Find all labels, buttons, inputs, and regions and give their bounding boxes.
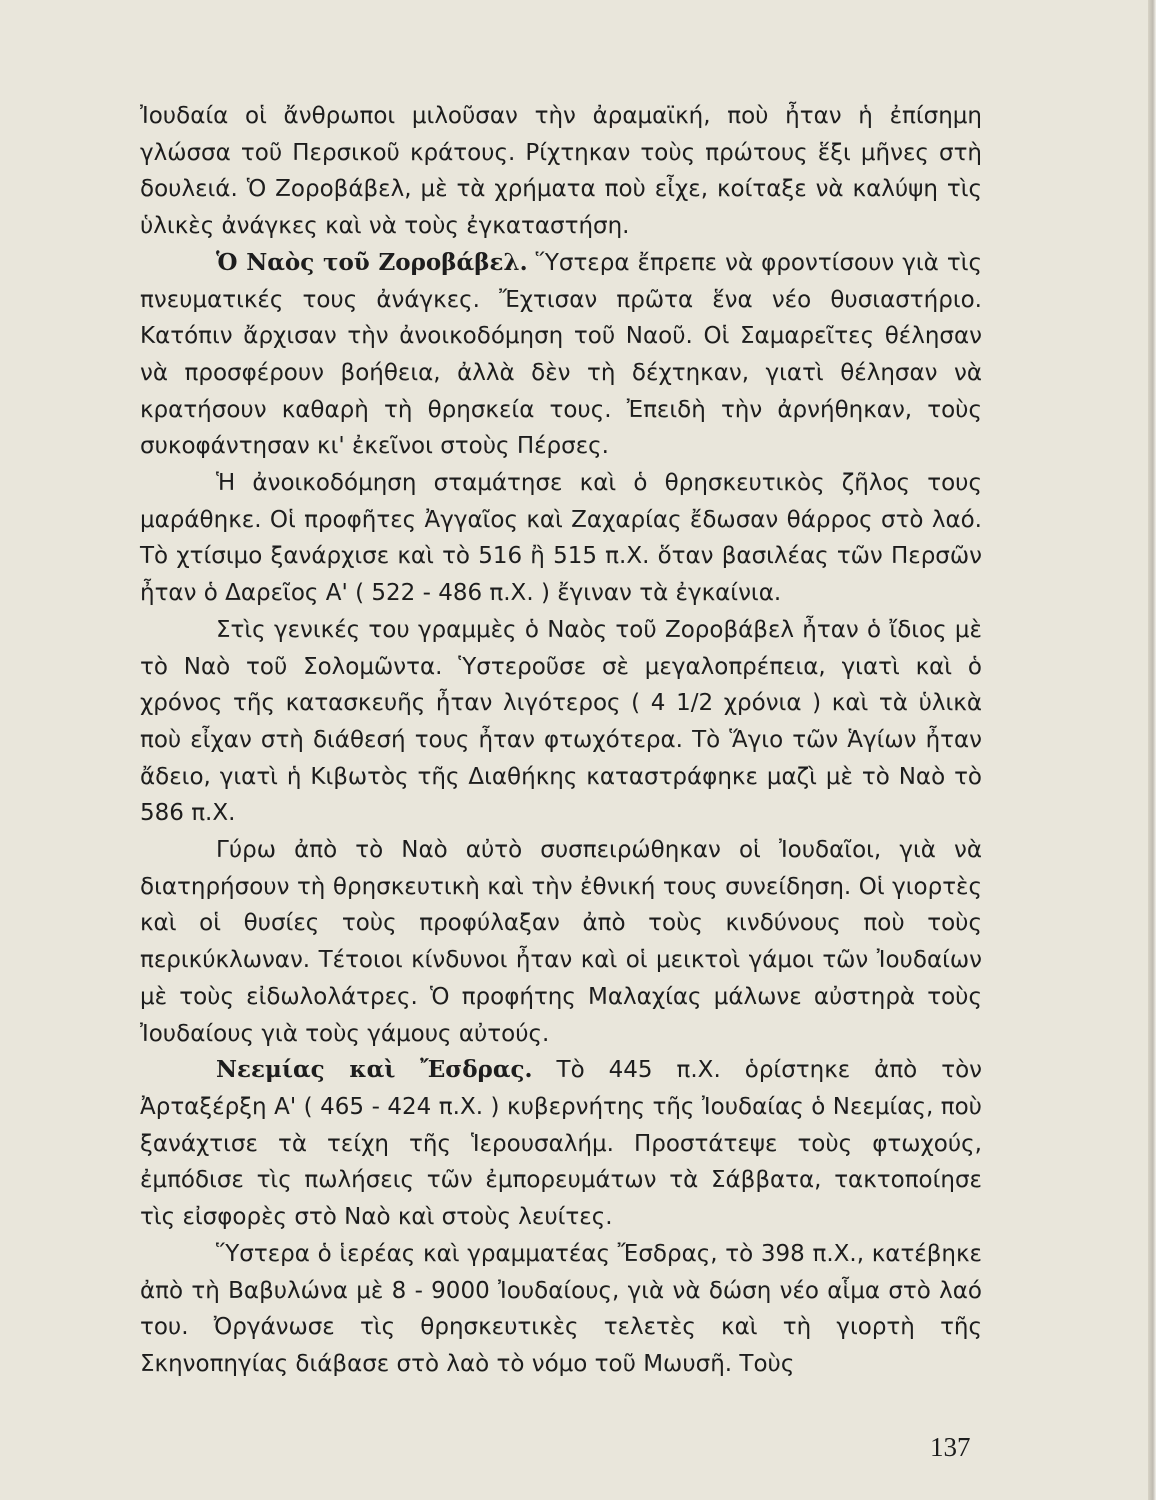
paragraph-3: Ἡ ἀνοικοδόμηση σταμάτησε καὶ ὁ θρησκευτικὸς ζῆλος τους μαράθηκε. Οἱ προφῆτες Ἀγγαῖος καὶ Ζαχαρίας ἔδωσαν θάρρος στὸ λαό. Τὸ χτίσιμο ξανάρχισε καὶ τὸ 516 ἢ 515 π.Χ. ὅταν βασιλέας τῶν Περσῶν ἦταν ὁ Δαρεῖος Α' ( 522 - 486 π.Χ. ) ἔγιναν τὰ ἐγκαίνια. <box>140 470 982 607</box>
body-text <box>140 98 982 1383</box>
paragraph-2 <box>140 245 982 465</box>
paragraph-5: Γύρω ἀπὸ τὸ Ναὸ αὐτὸ συσπειρώθηκαν οἱ Ἰουδαῖοι, γιὰ νὰ διατηρήσουν τὴ θρησκευτικὴ καὶ τὴν ἐθνική τους συνείδηση. Οἱ γιορτὲς καὶ οἱ θυσίες τοὺς προφύλαξαν ἀπὸ τοὺς κινδύνους ποὺ τοὺς περικύκλωναν. Τέτοιοι κίνδυνοι ἦταν καὶ οἱ μεικτοὶ γάμοι τῶν Ἰουδαίων μὲ τοὺς εἰδωλολάτρες. Ὁ προφήτης Μαλαχίας μάλωνε αὐστηρὰ τοὺς Ἰουδαίους γιὰ τοὺς γάμους αὐτούς. <box>140 837 982 1047</box>
paragraph-7: Ὕστερα ὁ ἱερέας καὶ γραμματέας Ἔσδρας, τὸ 398 π.Χ., κατέβηκε ἀπὸ τὴ Βαβυλώνα μὲ 8 - 9000 Ἰουδαίους, γιὰ νὰ δώση νέο αἷμα στὸ λαό του. Ὀργάνωσε τὶς θρησκευτικὲς τελετὲς καὶ τὴ γιορτὴ τῆς Σκηνοπηγίας διάβασε στὸ λαὸ τὸ νόμο τοῦ Μωυσῆ. Τοὺς <box>140 1240 982 1377</box>
section-heading-zorobabel-temple: Ὁ Ναὸς τοῦ Ζοροβάβελ. <box>216 248 528 276</box>
paragraph-6 <box>140 1052 982 1236</box>
paragraph-1: Ἰουδαία οἱ ἄνθρωποι μιλοῦσαν τὴν ἀραμαϊκή, ποὺ ἦταν ἡ ἐπίσημη γλώσσα τοῦ Περσικοῦ κράτους. Ρίχτηκαν τοὺς πρώτους ἕξι μῆνες στὴ δουλειά. Ὁ Ζοροβάβελ, μὲ τὰ χρήματα ποὺ εἶχε, κοίταξε νὰ καλύψη τὶς ὑλικὲς ἀνάγκες καὶ νὰ τοὺς ἐγκαταστήση. <box>140 103 982 240</box>
paragraph-4: Στὶς γενικές του γραμμὲς ὁ Ναὸς τοῦ Ζοροβάβελ ἦταν ὁ ἴδιος μὲ τὸ Ναὸ τοῦ Σολομῶντα. Ὑστεροῦσε σὲ μεγαλοπρέπεια, γιατὶ καὶ ὁ χρόνος τῆς κατασκευῆς ἦταν λιγότερος ( 4 1/2 χρόνια ) καὶ τὰ ὑλικὰ ποὺ εἶχαν στὴ διάθεσή τους ἦταν φτωχότερα. Τὸ Ἅγιο τῶν Ἁγίων ἦταν ἄδειο, γιατὶ ἡ Κιβωτὸς τῆς Διαθήκης καταστράφηκε μαζὶ μὲ τὸ Ναὸ τὸ 586 π.Χ. <box>140 616 982 827</box>
section-heading-nehemiah-ezra: Νεεμίας καὶ Ἔσδρας. <box>216 1056 533 1084</box>
page-edge-shadow <box>1148 0 1156 1500</box>
paragraph-2-text: Ὕστερα ἔπρεπε νὰ φροντίσουν γιὰ τὶς πνευματικές τους ἀνάγκες. Ἔχτισαν πρῶτα ἕνα νέο θυσιαστήριο. Κατόπιν ἄρχισαν τὴν ἀνοικοδόμηση τοῦ Ναοῦ. Οἱ Σαμαρεῖτες θέλησαν νὰ προσφέρουν βοήθεια, ἀλλὰ δὲν τὴ δέχτηκαν, γιατὶ θέλησαν νὰ κρατήσουν καθαρὴ τὴ θρησκεία τους. Ἐπειδὴ τὴν ἀρνήθηκαν, τοὺς συκοφάντησαν κι' ἐκεῖνοι στοὺς Πέρσες. <box>140 249 982 460</box>
paragraph-6-text: Τὸ 445 π.Χ. ὁρίστηκε ἀπὸ τὸν Ἀρταξέρξη Α' ( 465 - 424 π.Χ. ) κυβερνήτης τῆς Ἰουδαίας ὁ Νεεμίας, ποὺ ξανάχτισε τὰ τείχη τῆς Ἱερουσαλήμ. Προστάτεψε τοὺς φτωχούς, ἐμπόδισε τὶς πωλήσεις τῶν ἐμπορευμάτων τὰ Σάββατα, τακτοποίησε τὶς εἰσφορὲς στὸ Ναὸ καὶ στοὺς λευίτες. <box>140 1057 983 1231</box>
page-number: 137 <box>930 1432 971 1462</box>
